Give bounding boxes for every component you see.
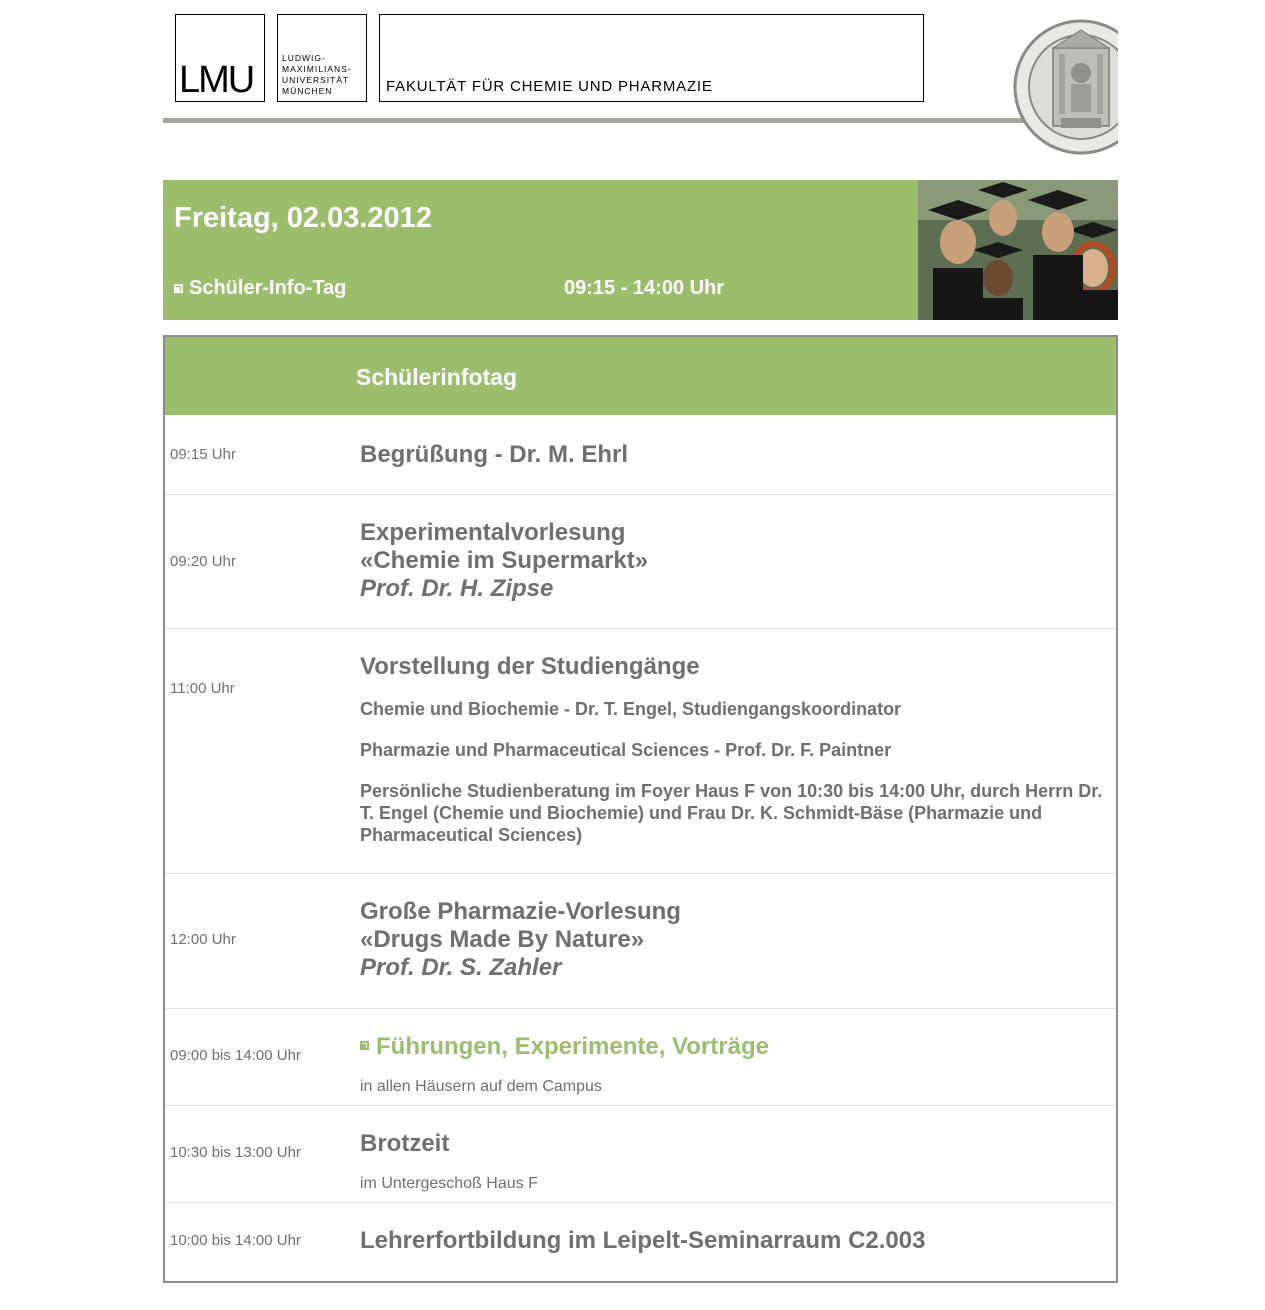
row-time: 09:15 Uhr [170, 446, 236, 463]
row-detail: Persönliche Studienberatung im Foyer Haus F von 10:30 bis 14:00 Uhr, durch Herrn Dr. T. Engel (Chemie und Biochemie) und Frau Dr. K. Schmidt-Bäse (Pharmazie und Pharmaceutical Sciences) [360, 781, 1103, 845]
event-date: Freitag, 02.03.2012 [174, 202, 432, 234]
row-time: 11:00 Uhr [170, 680, 235, 697]
row-title: Brotzeit [360, 1130, 450, 1157]
university-seal-icon [1001, 18, 1118, 156]
schedule-row [165, 495, 1116, 629]
row-time: 10:30 bis 13:00 Uhr [170, 1144, 301, 1161]
row-detail: Chemie und Biochemie - Dr. T. Engel, Studiengangskoordinator [360, 699, 902, 719]
tours-link[interactable] [360, 1033, 1105, 1061]
row-time: 10:00 bis 14:00 Uhr [170, 1232, 301, 1249]
university-name-box [277, 14, 367, 102]
external-link-icon [174, 284, 183, 293]
row-time: 12:00 Uhr [170, 931, 236, 948]
row-time: 09:00 bis 14:00 Uhr [170, 1047, 301, 1064]
schedule-table [163, 335, 1118, 1283]
row-speaker: Prof. Dr. S. Zahler [360, 954, 562, 981]
row-subtitle: «Drugs Made By Nature» [360, 926, 645, 953]
lmu-logo[interactable] [175, 14, 265, 102]
row-title: Lehrerfortbildung im Leipelt-Seminarraum C2.003 [360, 1227, 926, 1254]
university-line: MÜNCHEN [282, 86, 333, 96]
university-name [282, 53, 352, 97]
lmu-logo-text: LMU [179, 59, 254, 101]
row-title: Große Pharmazie-Vorlesung [360, 898, 681, 925]
graduates-photo [918, 180, 1118, 320]
event-time: 09:15 - 14:00 Uhr [564, 277, 725, 299]
header-divider [163, 118, 1118, 123]
schedule-header [165, 337, 1116, 415]
event-banner [163, 180, 1118, 320]
event-link[interactable] [174, 277, 346, 300]
row-detail: Pharmazie und Pharmaceutical Sciences - Prof. Dr. F. Paintner [360, 740, 892, 760]
schedule-row [165, 874, 1116, 1009]
event-link-label: Schüler-Info-Tag [189, 277, 347, 299]
row-note: im Untergeschoß Haus F [360, 1175, 538, 1192]
schedule-row [165, 1203, 1116, 1281]
row-title: Vorstellung der Studiengänge [360, 653, 700, 680]
university-line: UNIVERSITÄT [282, 75, 350, 85]
faculty-box[interactable] [379, 14, 924, 102]
row-note: in allen Häusern auf dem Campus [360, 1078, 602, 1095]
row-title: Begrüßung - Dr. M. Ehrl [360, 441, 628, 468]
schedule-title: Schülerinfotag [356, 364, 518, 390]
page-header [163, 14, 1118, 124]
schedule-row [165, 415, 1116, 495]
tours-link-label: Führungen, Experimente, Vorträge [376, 1033, 769, 1060]
university-line: MAXIMILIANS- [282, 64, 352, 74]
university-line: LUDWIG- [282, 53, 326, 63]
schedule-row [165, 1009, 1116, 1106]
schedule-row [165, 629, 1116, 874]
row-time: 09:20 Uhr [170, 553, 236, 570]
faculty-name: FAKULTÄT FÜR CHEMIE UND PHARMAZIE [386, 78, 713, 95]
row-subtitle: «Chemie im Supermarkt» [360, 547, 649, 574]
schedule-row [165, 1106, 1116, 1203]
row-title: Experimentalvorlesung [360, 519, 626, 546]
external-link-icon [360, 1041, 369, 1050]
row-speaker: Prof. Dr. H. Zipse [360, 575, 554, 602]
